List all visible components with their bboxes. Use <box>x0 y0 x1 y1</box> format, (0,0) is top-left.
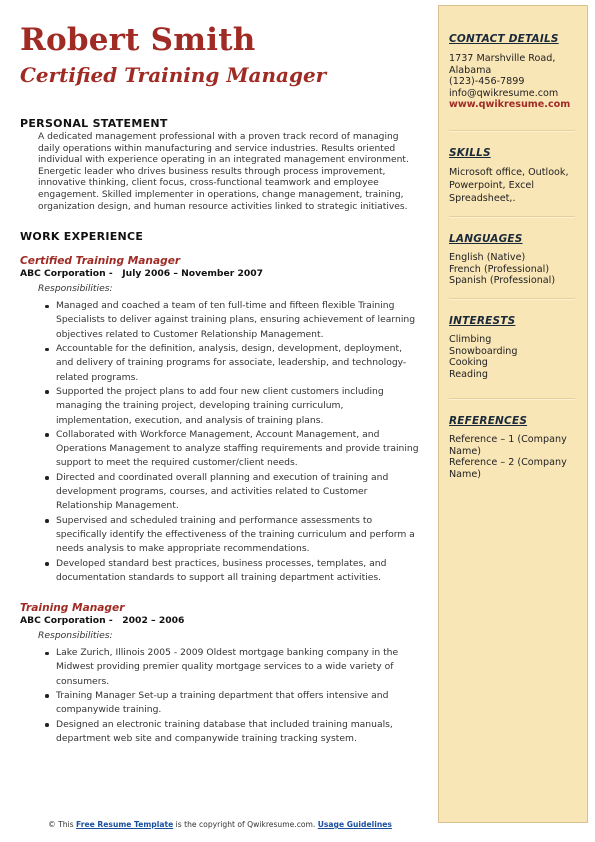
work-experience-heading: WORK EXPERIENCE <box>20 230 144 244</box>
responsibility-item: Managed and coached a team of ten full-time and fifteen flexible Training Specialists to deliver against training plans, ensuring achievement of learning objectives related to Customer Relationship Management. <box>56 299 422 342</box>
responsibilities-list <box>56 299 422 585</box>
contact-email[interactable]: info@qwikresume.com <box>449 87 559 99</box>
skills-heading: SKILLS <box>449 147 491 159</box>
responsibility-item: Lake Zurich, Illinois 2005 - 2009 Oldest mortgage banking company in the Midwest providing premier quality mortgage services to a wide variety of consumers. <box>56 646 422 689</box>
interests-heading: INTERESTS <box>449 315 516 327</box>
job-company-dates: ABC Corporation - 2002 – 2006 <box>20 615 185 627</box>
candidate-title: Certified Training Manager <box>20 63 327 87</box>
footer-copyright <box>0 820 440 829</box>
footer-middle: is the copyright of Qwikresume.com. <box>173 820 318 829</box>
contact-address: 1737 Marshville Road, Alabama <box>449 53 556 76</box>
reference-item: Reference – 2 (Company Name) <box>449 457 567 480</box>
personal-statement-text: A dedicated management professional with a proven track record of managing daily operations within manufacturing and service industries. Results oriented individual with experience operating in an integrated management environment. Energetic leader who drives business results through process improvement, innovative thinking, client focus, cross-functional teamwork and employee engagement. Skilled implementer in operations, change management, training, organization design, and human resource activities linked to strategic initiatives. <box>38 132 409 212</box>
usage-guidelines-link[interactable]: Usage Guidelines <box>317 820 392 829</box>
interest-item: Snowboarding <box>449 345 518 357</box>
contact-phone: (123)-456-7899 <box>449 76 525 88</box>
responsibility-item: Collaborated with Workforce Management, Account Management, and Operations Management to analyze staffing requirements and provide training support to meet the required customer/client needs. <box>56 428 422 471</box>
language-item: English (Native) <box>449 252 526 263</box>
candidate-name: Robert Smith <box>20 22 256 58</box>
sidebar-divider <box>449 298 575 300</box>
footer-prefix: © This <box>48 820 77 829</box>
job-entry <box>20 602 422 746</box>
job-title: Certified Training Manager <box>20 255 181 268</box>
language-item: French (Professional) <box>449 263 550 275</box>
job-company-dates: ABC Corporation - July 2006 – November 2007 <box>20 268 264 280</box>
responsibility-item: Directed and coordinated overall planning and execution of training and development programs, courses, and activities related to Customer Relationship Management. <box>56 471 422 514</box>
personal-statement-heading: PERSONAL STATEMENT <box>20 117 168 130</box>
language-item: Spanish (Professional) <box>449 275 556 287</box>
responsibility-item: Accountable for the definition, analysis, design, development, deployment, and delivery of training programs for associate, leadership, and technology-related programs. <box>56 342 422 385</box>
skills-text: Microsoft office, Outlook, Powerpoint, Excel Spreadsheet,. <box>449 167 569 204</box>
interest-item: Reading <box>449 368 488 380</box>
contact-heading: CONTACT DETAILS <box>449 33 559 45</box>
languages-section <box>449 233 581 287</box>
sidebar <box>438 5 588 823</box>
reference-item: Reference – 1 (Company Name) <box>449 434 567 457</box>
references-heading: REFERENCES <box>449 415 528 427</box>
responsibilities-label: Responsibilities: <box>38 630 113 642</box>
job-title: Training Manager <box>20 602 125 615</box>
responsibility-item: Supervised and scheduled training and performance assessments to specifically identify the effectiveness of the training curriculum and perform a needs analysis to make appropriate recommendations. <box>56 514 422 557</box>
contact-website-link[interactable]: www.qwikresume.com <box>449 99 571 111</box>
sidebar-divider <box>449 130 575 132</box>
sidebar-divider <box>449 216 575 218</box>
interest-item: Climbing <box>449 334 492 345</box>
responsibility-item: Training Manager Set-up a training department that offers intensive and companywide training. <box>56 689 422 718</box>
responsibility-item: Developed standard best practices, business processes, templates, and documentation standards to support all training department activities. <box>56 557 422 586</box>
job-entry <box>20 255 422 585</box>
responsibilities-label: Responsibilities: <box>38 283 113 295</box>
interests-section <box>449 315 581 380</box>
responsibility-item: Supported the project plans to add four new client customers including managing the training project, developing training curriculum, implementation, execution, and analysis of training plans. <box>56 385 422 428</box>
interest-item: Cooking <box>449 357 488 369</box>
contact-section <box>449 33 581 111</box>
main-column <box>20 20 422 746</box>
languages-heading: LANGUAGES <box>449 233 523 245</box>
free-resume-template-link[interactable]: Free Resume Template <box>76 820 174 829</box>
responsibilities-list <box>56 646 422 746</box>
references-section <box>449 415 581 480</box>
responsibility-item: Designed an electronic training database that included training manuals, department web site and companywide training tracking system. <box>56 718 422 747</box>
skills-section <box>449 147 581 205</box>
sidebar-divider <box>449 398 575 400</box>
